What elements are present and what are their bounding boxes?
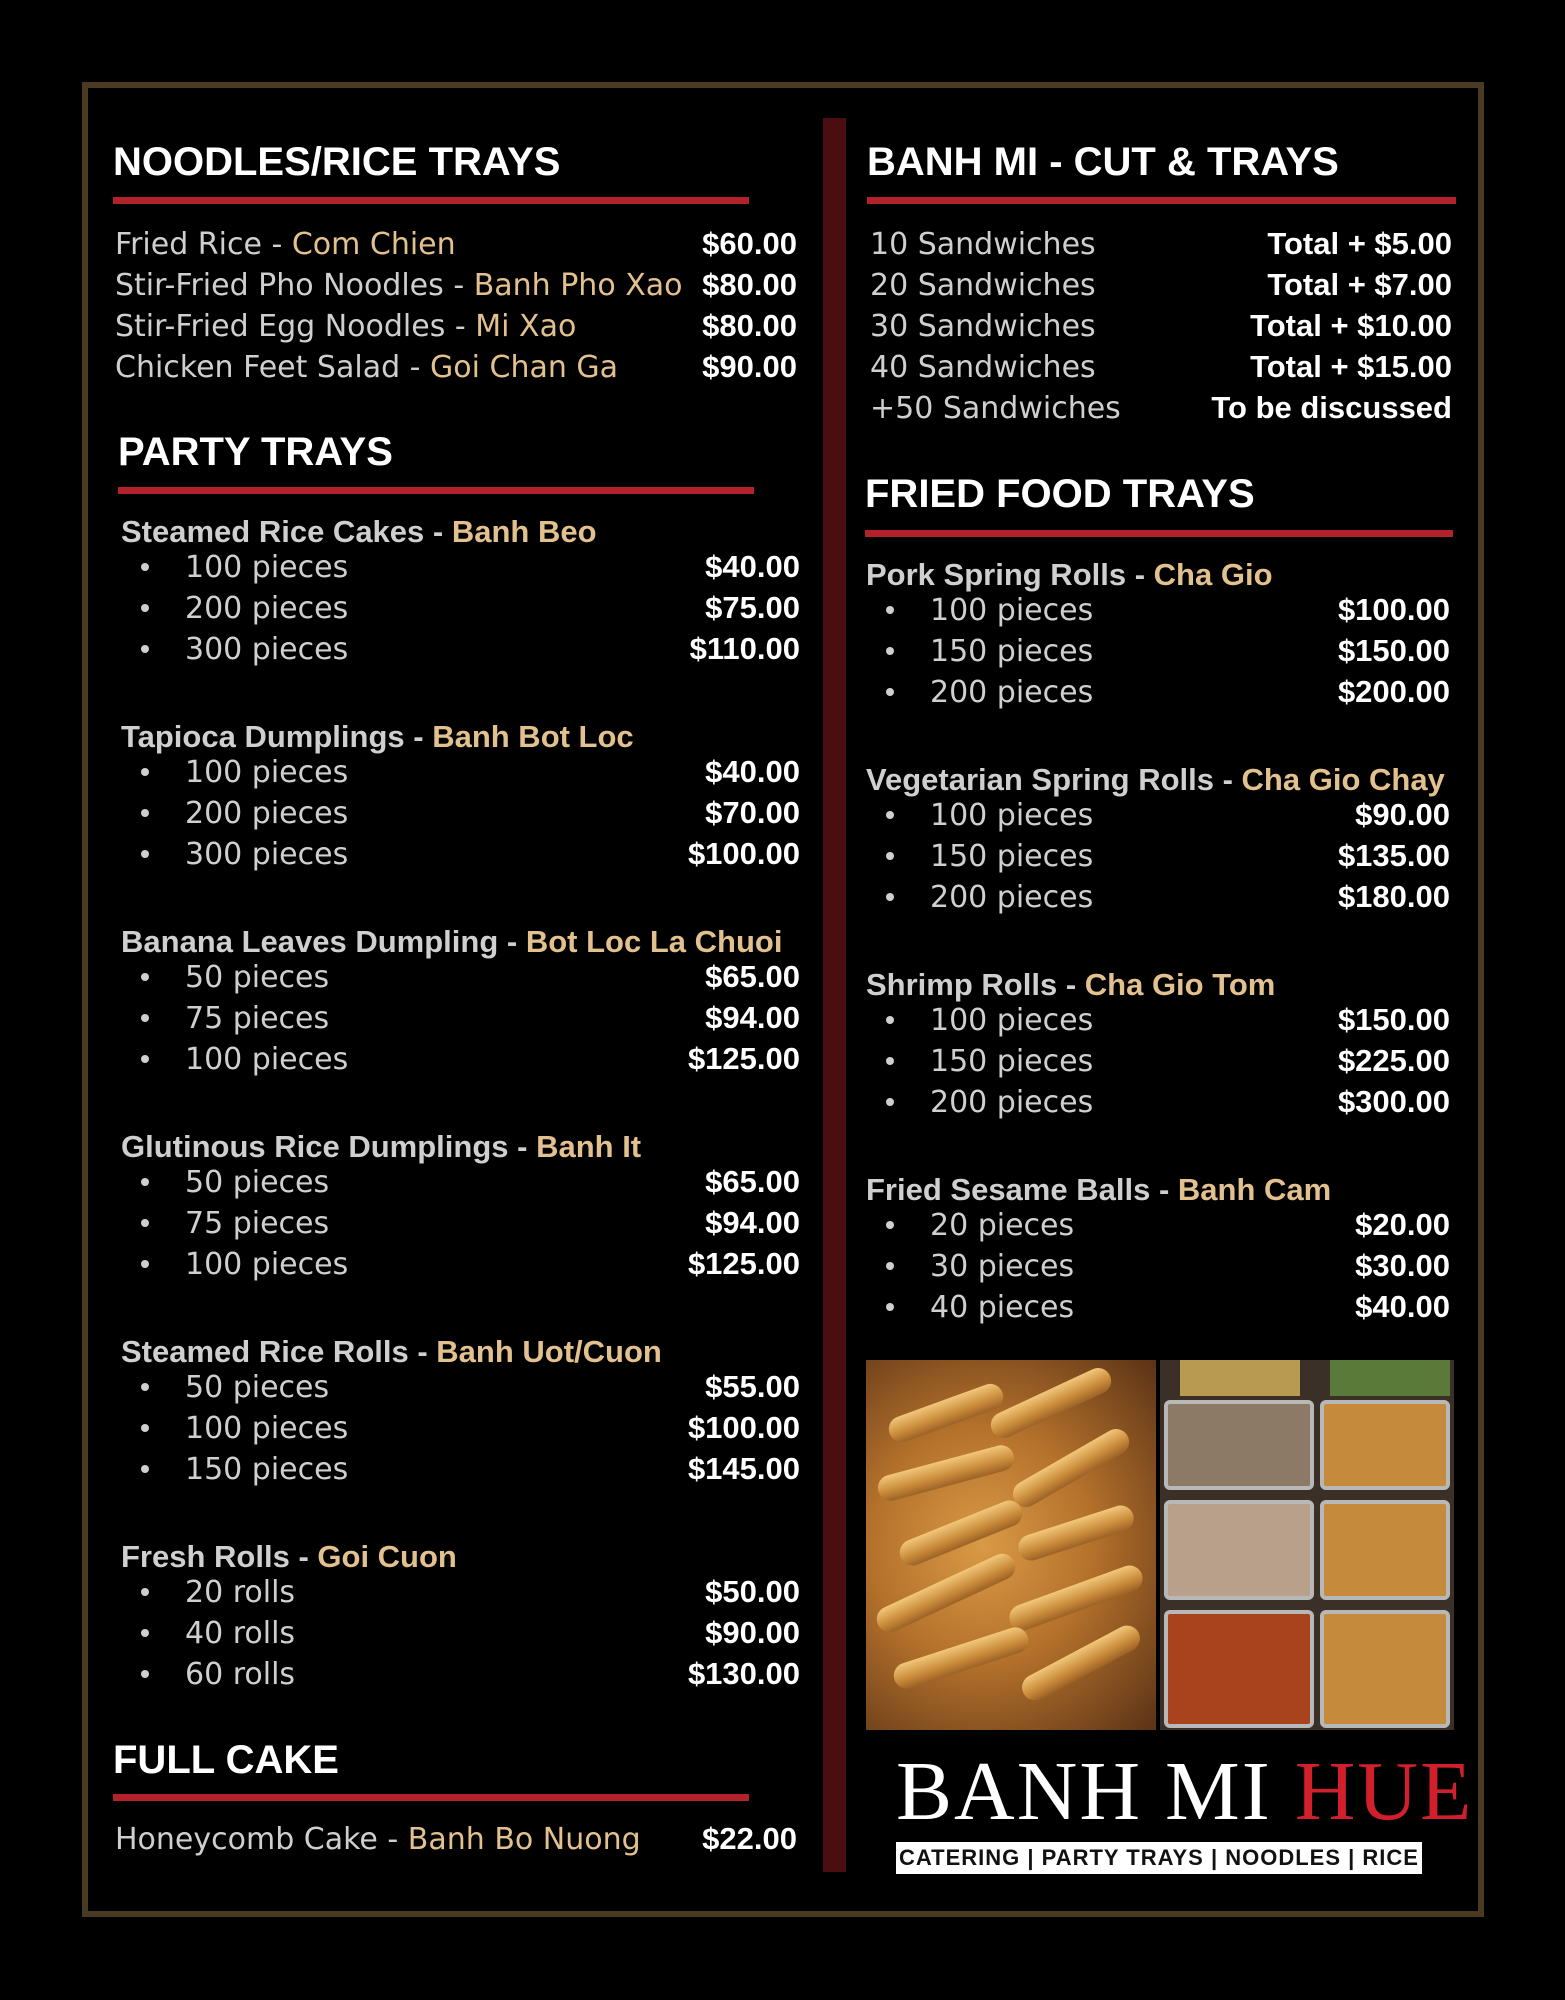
item-price: Total + $7.00	[1267, 267, 1452, 302]
option-quantity: 30 pieces	[930, 1248, 1075, 1284]
item-name	[870, 309, 1096, 344]
option-price: $145.00	[687, 1451, 800, 1486]
item-price: $90.00	[702, 349, 797, 384]
party-rule	[118, 487, 754, 494]
option-quantity: 200 pieces	[930, 879, 1094, 915]
option-price: $90.00	[1355, 797, 1450, 832]
cake-rule	[113, 1794, 749, 1801]
item-price: Total + $15.00	[1250, 349, 1452, 384]
bullet-icon	[886, 1303, 894, 1311]
group-english: Steamed Rice Cakes	[121, 514, 425, 549]
option-quantity: 40 pieces	[930, 1289, 1075, 1325]
bullet-icon	[141, 809, 149, 817]
option-row	[141, 998, 800, 1038]
option-row	[141, 793, 800, 833]
bullet-icon	[141, 1629, 149, 1637]
item-name	[115, 268, 683, 303]
party-title: PARTY TRAYS	[118, 430, 393, 474]
option-quantity: 100 pieces	[930, 1002, 1094, 1038]
bullet-icon	[886, 1221, 894, 1229]
option-price: $150.00	[1337, 633, 1450, 668]
option-price: $90.00	[705, 1615, 800, 1650]
group-title	[121, 924, 782, 960]
option-quantity: 150 pieces	[930, 633, 1094, 669]
option-quantity: 100 pieces	[185, 549, 349, 585]
bullet-icon	[141, 604, 149, 612]
item-name	[115, 309, 576, 344]
food-photos	[866, 1360, 1454, 1730]
menu-row	[115, 224, 797, 264]
option-row	[141, 1408, 800, 1448]
brand-name-red: HUE	[1294, 1745, 1474, 1838]
option-price: $65.00	[705, 959, 800, 994]
menu-row	[870, 265, 1452, 305]
group-english: Shrimp Rolls	[866, 967, 1058, 1002]
option-row	[141, 1654, 800, 1694]
option-row	[141, 1162, 800, 1202]
option-quantity: 40 rolls	[185, 1615, 296, 1651]
brand-tagline: CATERING | PARTY TRAYS | NOODLES | RICE	[896, 1842, 1422, 1874]
group-separator: -	[1057, 967, 1085, 1002]
item-vietnamese: Goi Chan Ga	[430, 349, 619, 385]
brand-name-white: BANH MI	[896, 1745, 1272, 1838]
group-title	[866, 1172, 1331, 1208]
item-name	[115, 227, 456, 262]
option-price: $125.00	[687, 1041, 800, 1076]
group-vietnamese: Goi Cuon	[317, 1539, 457, 1574]
item-english: 40 Sandwiches	[870, 349, 1096, 385]
option-quantity: 75 pieces	[185, 1000, 330, 1036]
group-title	[866, 762, 1445, 798]
menu-row	[115, 306, 797, 346]
item-english: Chicken Feet Salad	[115, 349, 401, 385]
option-quantity: 100 pieces	[185, 1246, 349, 1282]
group-vietnamese: Banh Bot Loc	[432, 719, 634, 754]
item-english: Honeycomb Cake	[115, 1821, 378, 1857]
option-price: $70.00	[705, 795, 800, 830]
option-row	[141, 752, 800, 792]
bullet-icon	[141, 1219, 149, 1227]
group-title	[121, 514, 597, 550]
option-row	[886, 877, 1450, 917]
option-price: $50.00	[705, 1574, 800, 1609]
item-name	[870, 391, 1121, 426]
option-quantity: 200 pieces	[930, 674, 1094, 710]
item-price: $60.00	[702, 226, 797, 261]
option-row	[141, 1613, 800, 1653]
item-price: $22.00	[702, 1821, 797, 1856]
menu-row	[870, 224, 1452, 264]
group-separator: -	[408, 1334, 437, 1369]
item-english: 10 Sandwiches	[870, 226, 1096, 262]
option-row	[886, 1287, 1450, 1327]
bullet-icon	[141, 1424, 149, 1432]
option-price: $135.00	[1337, 838, 1450, 873]
option-row	[886, 1246, 1450, 1286]
option-row	[141, 1367, 800, 1407]
menu-row	[115, 265, 797, 305]
noodles-title: NOODLES/RICE TRAYS	[113, 140, 561, 184]
bullet-icon	[141, 973, 149, 981]
item-vietnamese: Banh Pho Xao	[473, 267, 683, 303]
option-price: $225.00	[1337, 1043, 1450, 1078]
option-price: $94.00	[705, 1205, 800, 1240]
item-english: Stir-Fried Egg Noodles	[115, 308, 446, 344]
bullet-icon	[141, 1014, 149, 1022]
option-price: $40.00	[705, 754, 800, 789]
option-quantity: 200 pieces	[185, 590, 349, 626]
option-quantity: 50 pieces	[185, 1369, 330, 1405]
option-row	[141, 1572, 800, 1612]
option-row	[886, 1082, 1450, 1122]
item-vietnamese: Banh Bo Nuong	[407, 1821, 641, 1857]
group-vietnamese: Banh Beo	[451, 514, 597, 549]
group-title	[121, 1129, 641, 1165]
menu-row	[870, 347, 1452, 387]
option-price: $55.00	[705, 1369, 800, 1404]
bullet-icon	[886, 1262, 894, 1270]
option-quantity: 100 pieces	[930, 592, 1094, 628]
menu-row	[115, 347, 797, 387]
bullet-icon	[886, 647, 894, 655]
group-vietnamese: Banh It	[536, 1129, 642, 1164]
item-price: Total + $5.00	[1267, 226, 1452, 261]
item-separator: -	[377, 1821, 408, 1857]
option-price: $110.00	[689, 631, 800, 666]
bullet-icon	[141, 850, 149, 858]
group-english: Banana Leaves Dumpling	[121, 924, 499, 959]
brand-logo	[896, 1745, 1474, 1874]
option-price: $75.00	[705, 590, 800, 625]
group-title	[121, 1334, 662, 1370]
option-quantity: 50 pieces	[185, 1164, 330, 1200]
bullet-icon	[886, 811, 894, 819]
group-vietnamese: Banh Uot/Cuon	[436, 1334, 662, 1369]
bullet-icon	[886, 688, 894, 696]
bullet-icon	[141, 1588, 149, 1596]
option-row	[141, 629, 800, 669]
group-separator: -	[508, 1129, 537, 1164]
option-row	[141, 834, 800, 874]
item-english: 20 Sandwiches	[870, 267, 1096, 303]
item-english: +50 Sandwiches	[870, 390, 1121, 426]
group-english: Tapioca Dumplings	[121, 719, 405, 754]
option-price: $100.00	[1337, 592, 1450, 627]
option-price: $20.00	[1355, 1207, 1450, 1242]
option-price: $100.00	[687, 836, 800, 871]
option-row	[141, 1244, 800, 1284]
option-row	[886, 672, 1450, 712]
item-price: Total + $10.00	[1250, 308, 1452, 343]
column-divider	[823, 118, 846, 1872]
bullet-icon	[141, 645, 149, 653]
option-price: $30.00	[1355, 1248, 1450, 1283]
option-price: $65.00	[705, 1164, 800, 1199]
option-quantity: 200 pieces	[930, 1084, 1094, 1120]
group-separator: -	[424, 514, 452, 549]
bullet-icon	[886, 1098, 894, 1106]
item-english: 30 Sandwiches	[870, 308, 1096, 344]
menu-row	[870, 388, 1452, 428]
group-title	[866, 557, 1273, 593]
cake-title: FULL CAKE	[113, 1738, 339, 1782]
fried-title: FRIED FOOD TRAYS	[865, 472, 1255, 516]
option-quantity: 100 pieces	[185, 754, 349, 790]
option-row	[141, 957, 800, 997]
group-vietnamese: Cha Gio Tom	[1084, 967, 1276, 1002]
option-price: $150.00	[1337, 1002, 1450, 1037]
option-row	[141, 588, 800, 628]
bullet-icon	[141, 768, 149, 776]
option-price: $94.00	[705, 1000, 800, 1035]
group-separator: -	[404, 719, 433, 754]
option-quantity: 300 pieces	[185, 836, 349, 872]
option-quantity: 60 rolls	[185, 1656, 296, 1692]
item-separator: -	[400, 349, 431, 385]
group-english: Steamed Rice Rolls	[121, 1334, 409, 1369]
noodles-rule	[113, 197, 749, 204]
option-quantity: 150 pieces	[185, 1451, 349, 1487]
spring-rolls-photo	[866, 1360, 1156, 1730]
group-separator: -	[1150, 1172, 1178, 1207]
bullet-icon	[141, 1260, 149, 1268]
item-english: Fried Rice	[115, 226, 262, 262]
group-title	[866, 967, 1275, 1003]
group-vietnamese: Cha Gio Chay	[1241, 762, 1445, 797]
group-english: Glutinous Rice Dumplings	[121, 1129, 509, 1164]
bullet-icon	[141, 563, 149, 571]
option-quantity: 150 pieces	[930, 838, 1094, 874]
party-trays-photo	[1160, 1360, 1454, 1730]
option-quantity: 200 pieces	[185, 795, 349, 831]
bullet-icon	[886, 852, 894, 860]
item-english: Stir-Fried Pho Noodles	[115, 267, 454, 303]
option-price: $200.00	[1337, 674, 1450, 709]
item-name	[115, 350, 618, 385]
group-english: Fried Sesame Balls	[866, 1172, 1151, 1207]
option-row	[886, 1041, 1450, 1081]
item-price: To be discussed	[1211, 390, 1452, 425]
option-row	[886, 590, 1450, 630]
item-price: $80.00	[702, 308, 797, 343]
item-price: $80.00	[702, 267, 797, 302]
option-quantity: 50 pieces	[185, 959, 330, 995]
bullet-icon	[141, 1383, 149, 1391]
item-name	[870, 268, 1096, 303]
option-row	[886, 795, 1450, 835]
group-separator: -	[1213, 762, 1242, 797]
banhmi-rule	[867, 197, 1456, 204]
option-price: $40.00	[705, 549, 800, 584]
option-row	[141, 1039, 800, 1079]
bullet-icon	[141, 1670, 149, 1678]
option-quantity: 20 pieces	[930, 1207, 1075, 1243]
option-row	[141, 1449, 800, 1489]
group-english: Vegetarian Spring Rolls	[866, 762, 1214, 797]
group-separator: -	[498, 924, 526, 959]
option-row	[886, 631, 1450, 671]
group-title	[121, 1539, 457, 1575]
option-price: $100.00	[687, 1410, 800, 1445]
option-quantity: 20 rolls	[185, 1574, 296, 1610]
bullet-icon	[886, 606, 894, 614]
item-separator: -	[453, 267, 474, 303]
item-name	[870, 350, 1096, 385]
menu-row	[115, 1819, 797, 1859]
option-row	[141, 547, 800, 587]
bullet-icon	[886, 1057, 894, 1065]
option-quantity: 100 pieces	[185, 1410, 349, 1446]
option-price: $130.00	[687, 1656, 800, 1691]
item-name	[870, 227, 1096, 262]
option-row	[886, 836, 1450, 876]
bullet-icon	[886, 1016, 894, 1024]
option-quantity: 300 pieces	[185, 631, 349, 667]
item-vietnamese: Com Chien	[291, 226, 456, 262]
option-quantity: 75 pieces	[185, 1205, 330, 1241]
option-price: $40.00	[1355, 1289, 1450, 1324]
group-separator: -	[1126, 557, 1154, 592]
banhmi-title: BANH MI - CUT & TRAYS	[867, 140, 1339, 184]
option-row	[886, 1205, 1450, 1245]
group-separator: -	[289, 1539, 318, 1574]
group-vietnamese: Cha Gio	[1153, 557, 1273, 592]
bullet-icon	[141, 1055, 149, 1063]
option-quantity: 100 pieces	[930, 797, 1094, 833]
bullet-icon	[141, 1465, 149, 1473]
option-price: $300.00	[1337, 1084, 1450, 1119]
brand-name	[896, 1745, 1474, 1838]
item-separator: -	[261, 226, 292, 262]
bullet-icon	[886, 893, 894, 901]
fried-rule	[865, 530, 1453, 537]
group-vietnamese: Bot Loc La Chuoi	[525, 924, 783, 959]
option-price: $125.00	[687, 1246, 800, 1281]
group-title	[121, 719, 634, 755]
item-vietnamese: Mi Xao	[475, 308, 577, 344]
group-vietnamese: Banh Cam	[1177, 1172, 1332, 1207]
group-english: Fresh Rolls	[121, 1539, 290, 1574]
bullet-icon	[141, 1178, 149, 1186]
menu-row	[870, 306, 1452, 346]
group-english: Pork Spring Rolls	[866, 557, 1127, 592]
option-quantity: 100 pieces	[185, 1041, 349, 1077]
option-quantity: 150 pieces	[930, 1043, 1094, 1079]
item-separator: -	[445, 308, 476, 344]
option-row	[886, 1000, 1450, 1040]
option-price: $180.00	[1337, 879, 1450, 914]
option-row	[141, 1203, 800, 1243]
item-name	[115, 1822, 641, 1857]
